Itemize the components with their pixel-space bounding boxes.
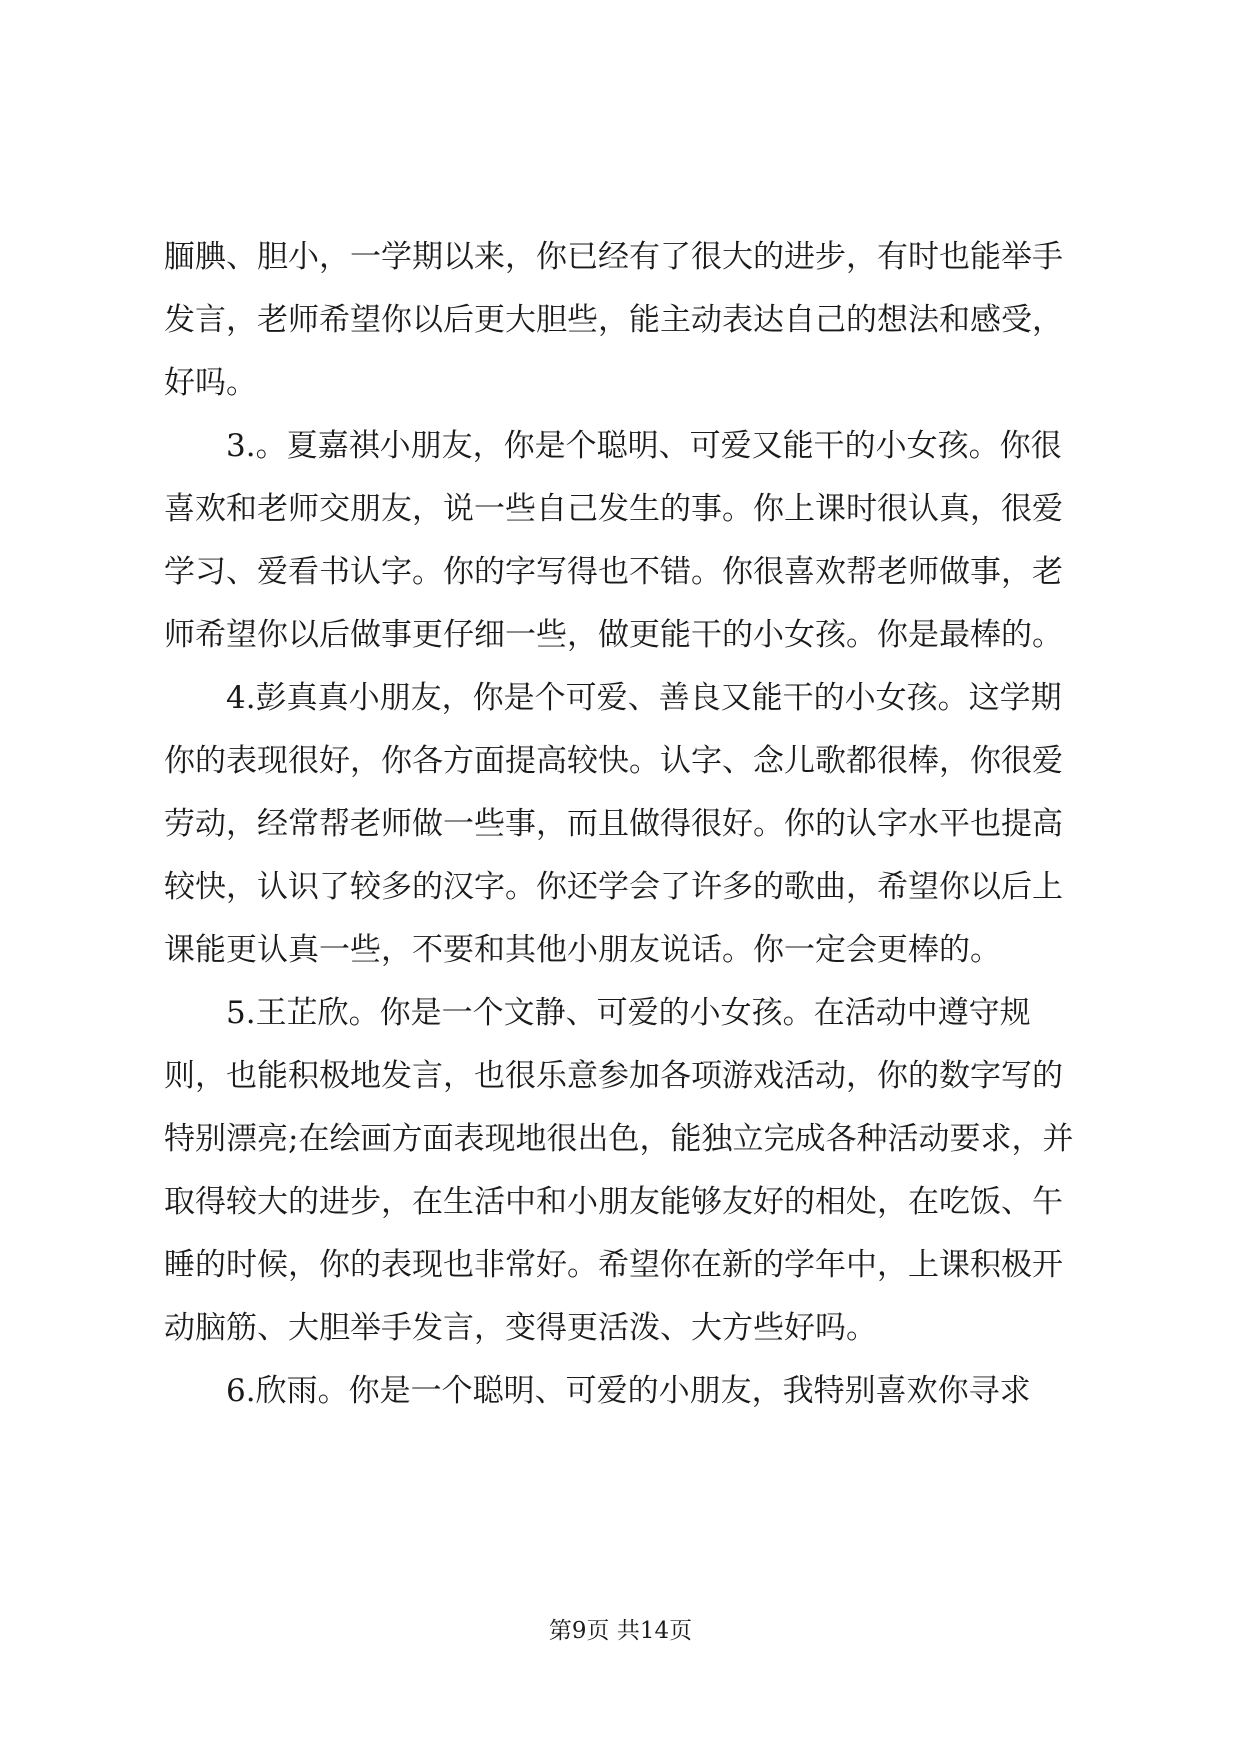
page-footer: 第9页 共14页 xyxy=(548,1618,693,1644)
paragraph-5: 5.王芷欣。你是一个文静、可爱的小女孩。在活动中遵守规则，也能积极地发言，也很乐意参加各项游戏活动，你的数字写的特别漂亮;在绘画方面表现地很出色，能独立完成各种活动要求，并取得较大的进步，在生活中和小朋友能够友好的相处，在吃饭、午睡的时候，你的表现也非常好。希望你在新的学年中，上课积极开动脑筋、大胆举手发言，变得更活泼、大方些好吗。 xyxy=(164,995,1074,1346)
paragraph-6: 6.欣雨。你是一个聪明、可爱的小朋友，我特别喜欢你寻求 xyxy=(226,1373,1031,1409)
body-text xyxy=(164,226,1084,1423)
paragraph-3: 3.。夏嘉祺小朋友，你是个聪明、可爱又能干的小女孩。你很喜欢和老师交朋友，说一些自己发生的事。你上课时很认真，很爱学习、爱看书认字。你的字写得也不错。你很喜欢帮老师做事，老师希望你以后做事更仔细一些，做更能干的小女孩。你是最棒的。 xyxy=(164,428,1063,653)
paragraph-continued: 腼腆、胆小，一学期以来，你已经有了很大的进步，有时也能举手发言，老师希望你以后更大胆些，能主动表达自己的想法和感受，好吗。 xyxy=(164,239,1063,401)
paragraph-4: 4.彭真真小朋友，你是个可爱、善良又能干的小女孩。这学期你的表现很好，你各方面提高较快。认字、念儿歌都很棒，你很爱劳动，经常帮老师做一些事，而且做得很好。你的认字水平也提高较快，认识了较多的汉字。你还学会了许多的歌曲，希望你以后上课能更认真一些，不要和其他小朋友说话。你一定会更棒的。 xyxy=(164,680,1063,968)
